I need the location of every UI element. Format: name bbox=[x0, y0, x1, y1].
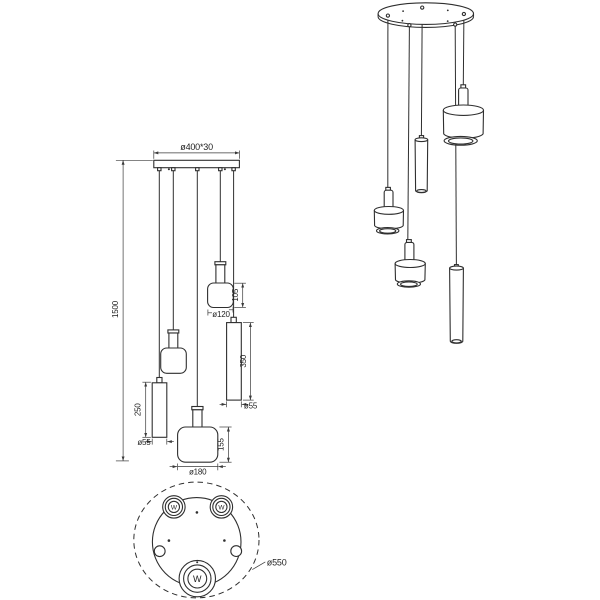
pendant-front-drum-large bbox=[178, 407, 218, 463]
bottom-lamp-top-left bbox=[163, 496, 185, 518]
canopy-plate-perspective bbox=[378, 3, 473, 25]
pendant-persp-drum-upper-right bbox=[443, 85, 483, 145]
lamp-symbol: W bbox=[218, 504, 225, 512]
dim-d180-label: ø180 bbox=[188, 467, 207, 477]
dimension-long-cylinder-diameter bbox=[220, 401, 258, 410]
dimension-medium-drum-diameter bbox=[208, 307, 233, 320]
front-view bbox=[111, 142, 258, 477]
pendant-front-cylinder-short bbox=[152, 378, 167, 438]
lamp-symbol: W bbox=[193, 573, 202, 584]
dimension-large-drum-height bbox=[217, 427, 232, 462]
dim-overall-label: 1500 bbox=[110, 301, 120, 318]
bottom-view bbox=[134, 482, 287, 598]
dimension-short-cylinder-diameter bbox=[137, 438, 173, 447]
bottom-lamp-top-right bbox=[210, 496, 232, 518]
bottom-cylinder-left bbox=[154, 546, 165, 557]
dim-350-label: 350 bbox=[238, 354, 248, 368]
dimension-bottom-diameter bbox=[252, 557, 286, 569]
dimension-canopy bbox=[154, 142, 240, 159]
perspective-canopy bbox=[378, 3, 473, 28]
dim-d550-label: ø550 bbox=[266, 557, 287, 568]
pendant-persp-drum-lower-left bbox=[395, 240, 425, 288]
bottom-cylinder-right bbox=[231, 546, 242, 557]
dim-canopy-label: ø400*30 bbox=[180, 141, 213, 152]
front-canopy bbox=[154, 160, 240, 170]
dimension-short-cylinder-height bbox=[134, 382, 151, 437]
dim-d120-label: ø120 bbox=[212, 310, 230, 319]
dim-250-label: 250 bbox=[133, 403, 143, 417]
dim-d55-right-label: ø55 bbox=[243, 401, 258, 411]
canopy-plate bbox=[154, 160, 240, 167]
dimension-overall-height bbox=[111, 160, 153, 461]
dimension-large-drum-diameter bbox=[170, 464, 226, 477]
lamp-symbol: W bbox=[170, 504, 177, 512]
pendant-persp-drum-upper-left bbox=[374, 187, 403, 234]
pendant-front-drum-high bbox=[208, 262, 234, 308]
bottom-lamp-large bbox=[179, 560, 215, 596]
perspective-view bbox=[374, 3, 483, 344]
dim-155-label: 155 bbox=[216, 438, 226, 451]
pendant-front-drum-medium bbox=[161, 330, 187, 373]
pendant-persp-pencil-long bbox=[450, 265, 464, 344]
dim-d55-left-label: ø55 bbox=[137, 437, 151, 447]
pendant-persp-pencil-short bbox=[415, 136, 428, 193]
dim-105-label: 105 bbox=[230, 288, 240, 302]
